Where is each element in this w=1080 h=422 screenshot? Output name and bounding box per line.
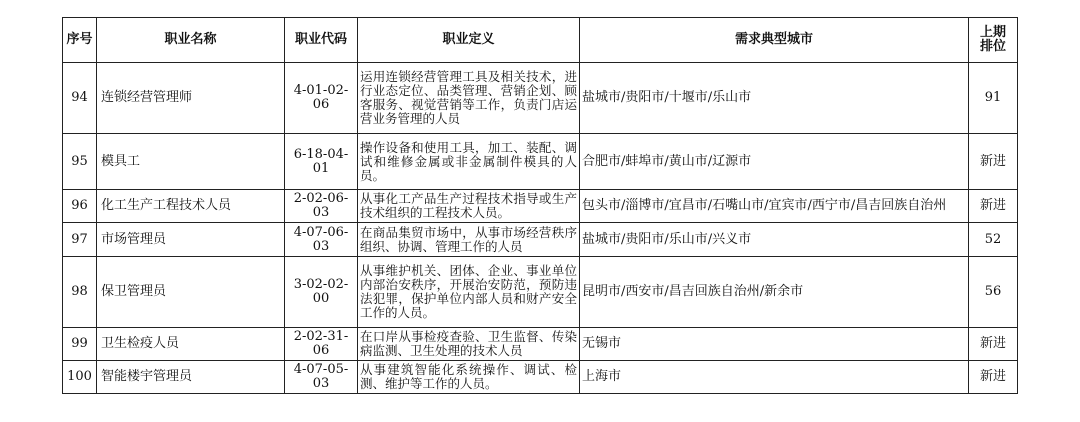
- header-row: [63, 18, 1018, 63]
- cell-definition: 从事化工产品生产过程技术指导或生产技术组织的工程技术人员。: [358, 190, 580, 223]
- cell-cities: 包头市/淄博市/宜昌市/石嘴山市/宜宾市/西宁市/昌吉回族自治州: [580, 190, 969, 223]
- cell-rank: 新进: [969, 361, 1018, 394]
- cell-name: 智能楼宇管理员: [97, 361, 285, 394]
- cell-name: 市场管理员: [97, 223, 285, 257]
- header-code: 职业代码: [285, 18, 358, 63]
- cell-name: 连锁经营管理师: [97, 63, 285, 134]
- cell-no: 96: [63, 190, 97, 223]
- table-row: [63, 257, 1018, 328]
- table-row: [63, 190, 1018, 223]
- cell-rank: 新进: [969, 190, 1018, 223]
- cell-cities: 无锡市: [580, 328, 969, 361]
- cell-no: 94: [63, 63, 97, 134]
- cell-no: 97: [63, 223, 97, 257]
- cell-code: 6-18-04-01: [285, 134, 358, 190]
- cell-name: 模具工: [97, 134, 285, 190]
- cell-cities: 合肥市/蚌埠市/黄山市/辽源市: [580, 134, 969, 190]
- cell-name: 卫生检疫人员: [97, 328, 285, 361]
- cell-code: 4-01-02-06: [285, 63, 358, 134]
- header-rank-line2: 排位: [979, 39, 1006, 54]
- header-no: 序号: [63, 18, 97, 63]
- cell-cities: 昆明市/西安市/昌吉回族自治州/新余市: [580, 257, 969, 328]
- cell-definition: 从事维护机关、团体、企业、事业单位内部治安秩序，开展治安防范，预防违法犯罪，保护单位内部人员和财产安全工作的人员。: [358, 257, 580, 328]
- cell-rank: 新进: [969, 328, 1018, 361]
- header-rank: [969, 18, 1018, 63]
- table-row: [63, 223, 1018, 257]
- cell-no: 100: [63, 361, 97, 394]
- header-name: 职业名称: [97, 18, 285, 63]
- cell-definition: 在口岸从事检疫查验、卫生监督、传染病监测、卫生处理的技术人员: [358, 328, 580, 361]
- cell-cities: 盐城市/贵阳市/乐山市/兴义市: [580, 223, 969, 257]
- header-cities: 需求典型城市: [580, 18, 969, 63]
- cell-no: 98: [63, 257, 97, 328]
- table-row: [63, 134, 1018, 190]
- cell-cities: 上海市: [580, 361, 969, 394]
- cell-definition: 在商品集贸市场中，从事市场经营秩序组织、协调、管理工作的人员: [358, 223, 580, 257]
- cell-name: 保卫管理员: [97, 257, 285, 328]
- cell-code: 2-02-06-03: [285, 190, 358, 223]
- cell-cities: 盐城市/贵阳市/十堰市/乐山市: [580, 63, 969, 134]
- table-row: [63, 361, 1018, 394]
- cell-name: 化工生产工程技术人员: [97, 190, 285, 223]
- cell-code: 2-02-31-06: [285, 328, 358, 361]
- cell-definition: 运用连锁经营管理工具及相关技术，进行业态定位、品类管理、营销企划、顾客服务、视觉营销等工作，负责门店运营业务管理的人员: [358, 63, 580, 134]
- header-rank-line1: 上期: [979, 25, 1006, 40]
- cell-rank: 52: [969, 223, 1018, 257]
- cell-no: 95: [63, 134, 97, 190]
- cell-definition: 从事建筑智能化系统操作、调试、检测、维护等工作的人员。: [358, 361, 580, 394]
- table-row: [63, 63, 1018, 134]
- cell-definition: 操作设备和使用工具，加工、装配、调试和维修金属或非金属制件模具的人员。: [358, 134, 580, 190]
- cell-no: 99: [63, 328, 97, 361]
- cell-rank: 新进: [969, 134, 1018, 190]
- cell-rank: 56: [969, 257, 1018, 328]
- cell-code: 3-02-02-00: [285, 257, 358, 328]
- occupation-table: [62, 17, 1018, 394]
- table-row: [63, 328, 1018, 361]
- cell-code: 4-07-06-03: [285, 223, 358, 257]
- cell-rank: 91: [969, 63, 1018, 134]
- cell-code: 4-07-05-03: [285, 361, 358, 394]
- header-definition: 职业定义: [358, 18, 580, 63]
